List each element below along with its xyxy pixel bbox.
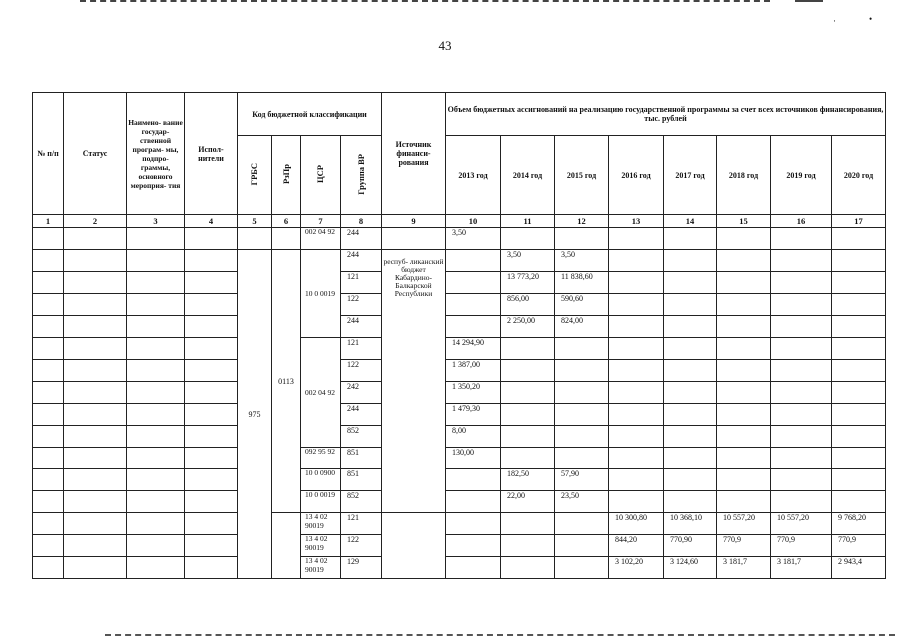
header-name: Наимено- вание государ- ственной програм- мы, подпро- граммы, основного мероприя- тия	[127, 93, 185, 215]
cell-vr: 121	[341, 272, 382, 294]
cell-v2015	[555, 426, 609, 448]
cell-v2013	[446, 491, 501, 513]
cell-v2019	[771, 469, 832, 491]
cell-executors	[185, 448, 238, 469]
cell-v2020	[832, 448, 886, 469]
cell-status	[64, 382, 127, 404]
cell-v2018	[717, 491, 771, 513]
cell-v2013	[446, 469, 501, 491]
cell-v2016	[609, 272, 664, 294]
cell-executors	[185, 404, 238, 426]
cell-v2015: 23,50	[555, 491, 609, 513]
header-year: 2016 год	[609, 136, 664, 215]
cell-v2020	[832, 250, 886, 272]
cell-csr: 002 04 92	[301, 228, 341, 250]
cell-v2019	[771, 228, 832, 250]
cell-v2018	[717, 360, 771, 382]
column-number: 10	[446, 215, 501, 228]
cell-status	[64, 272, 127, 294]
cell-v2017	[664, 316, 717, 338]
cell-v2019	[771, 272, 832, 294]
table-row	[33, 250, 886, 272]
cell-csr: 13 4 02 90019	[301, 557, 341, 579]
cell-csr: 10 0 0900	[301, 469, 341, 491]
cell-v2019	[771, 382, 832, 404]
cell-vr: 242	[341, 382, 382, 404]
cell-v2019	[771, 338, 832, 360]
cell-source: респуб- ликанский бюджет Кабардино- Балкарской Республики	[382, 250, 446, 513]
cell-v2017	[664, 338, 717, 360]
scan-speck: ·	[833, 16, 836, 26]
cell-v2016	[609, 469, 664, 491]
cell-v2015	[555, 557, 609, 579]
cell-v2014	[501, 338, 555, 360]
cell-status	[64, 228, 127, 250]
cell-v2013	[446, 250, 501, 272]
table-row	[33, 426, 886, 448]
cell-rzpr: 0113	[272, 250, 301, 513]
cell-executors	[185, 469, 238, 491]
cell-executors	[185, 338, 238, 360]
cell-name	[127, 491, 185, 513]
table-row	[33, 557, 886, 579]
cell-vr: 244	[341, 404, 382, 426]
column-number: 7	[301, 215, 341, 228]
cell-v2016	[609, 426, 664, 448]
column-number: 16	[771, 215, 832, 228]
cell-vr: 244	[341, 250, 382, 272]
cell-v2020	[832, 426, 886, 448]
cell-v2017	[664, 250, 717, 272]
cell-executors	[185, 294, 238, 316]
cell-name	[127, 360, 185, 382]
cell-v2017	[664, 228, 717, 250]
cell-num	[33, 294, 64, 316]
table-row	[33, 272, 886, 294]
cell-v2020	[832, 338, 886, 360]
cell-executors	[185, 513, 238, 535]
cell-name	[127, 338, 185, 360]
column-number: 6	[272, 215, 301, 228]
cell-v2018	[717, 382, 771, 404]
cell-name	[127, 382, 185, 404]
table-row	[33, 382, 886, 404]
table-row	[33, 535, 886, 557]
cell-v2013: 1 350,20	[446, 382, 501, 404]
cell-v2019: 10 557,20	[771, 513, 832, 535]
cell-status	[64, 250, 127, 272]
cell-executors	[185, 491, 238, 513]
cell-v2018	[717, 469, 771, 491]
cell-status	[64, 294, 127, 316]
column-number: 9	[382, 215, 446, 228]
cell-v2014	[501, 448, 555, 469]
table-row	[33, 294, 886, 316]
cell-v2018	[717, 294, 771, 316]
cell-num	[33, 557, 64, 579]
bottom-edge-line	[105, 634, 895, 638]
column-number: 8	[341, 215, 382, 228]
cell-num	[33, 469, 64, 491]
cell-csr: 002 04 92	[301, 338, 341, 448]
cell-num	[33, 250, 64, 272]
header-executors: Испол- нители	[185, 93, 238, 215]
cell-v2020	[832, 316, 886, 338]
cell-v2018	[717, 228, 771, 250]
cell-v2018	[717, 250, 771, 272]
cell-v2017	[664, 469, 717, 491]
cell-v2017: 770,90	[664, 535, 717, 557]
cell-v2016	[609, 491, 664, 513]
cell-v2016	[609, 294, 664, 316]
cell-vr: 121	[341, 338, 382, 360]
cell-v2018: 3 181,7	[717, 557, 771, 579]
cell-status	[64, 426, 127, 448]
cell-name	[127, 272, 185, 294]
cell-grbs: 975	[238, 250, 272, 579]
cell-num	[33, 404, 64, 426]
header-status: Статус	[64, 93, 127, 215]
cell-v2018	[717, 426, 771, 448]
cell-vr: 121	[341, 513, 382, 535]
cell-executors	[185, 228, 238, 250]
cell-v2015	[555, 404, 609, 426]
cell-executors	[185, 250, 238, 272]
cell-vr: 122	[341, 360, 382, 382]
cell-v2019	[771, 316, 832, 338]
cell-v2013: 1 387,00	[446, 360, 501, 382]
cell-v2020	[832, 360, 886, 382]
cell-v2015	[555, 228, 609, 250]
header-year: 2013 год	[446, 136, 501, 215]
cell-v2014	[501, 382, 555, 404]
cell-status	[64, 448, 127, 469]
page-number: 43	[438, 38, 452, 53]
cell-v2016	[609, 448, 664, 469]
cell-v2020	[832, 382, 886, 404]
header-source: Источник финанси- рования	[382, 93, 446, 215]
cell-v2014: 856,00	[501, 294, 555, 316]
table-row	[33, 448, 886, 469]
scan-speck: •	[869, 14, 873, 24]
cell-csr: 092 95 92	[301, 448, 341, 469]
cell-v2015	[555, 382, 609, 404]
header-year: 2019 год	[771, 136, 832, 215]
cell-v2016	[609, 360, 664, 382]
cell-v2018: 10 557,20	[717, 513, 771, 535]
cell-v2020	[832, 404, 886, 426]
cell-num	[33, 448, 64, 469]
cell-v2013: 14 294,90	[446, 338, 501, 360]
cell-executors	[185, 557, 238, 579]
cell-name	[127, 228, 185, 250]
cell-v2016: 844,20	[609, 535, 664, 557]
cell-v2016	[609, 382, 664, 404]
cell-status	[64, 316, 127, 338]
cell-v2017	[664, 491, 717, 513]
cell-v2013	[446, 294, 501, 316]
cell-source-blank	[382, 513, 446, 579]
cell-v2020	[832, 228, 886, 250]
cell-vr: 122	[341, 535, 382, 557]
cell-status	[64, 404, 127, 426]
cell-num	[33, 316, 64, 338]
cell-v2016	[609, 228, 664, 250]
cell-name	[127, 404, 185, 426]
cell-status	[64, 338, 127, 360]
cell-v2013	[446, 316, 501, 338]
budget-table	[32, 92, 886, 579]
cell-v2014: 2 250,00	[501, 316, 555, 338]
cell-v2018: 770,9	[717, 535, 771, 557]
cell-v2017	[664, 382, 717, 404]
column-number: 2	[64, 215, 127, 228]
header-vr-group: Группа ВР	[341, 136, 382, 215]
cell-executors	[185, 382, 238, 404]
cell-v2013	[446, 272, 501, 294]
header-year: 2018 год	[717, 136, 771, 215]
cell-num	[33, 426, 64, 448]
cell-num	[33, 382, 64, 404]
cell-v2015: 824,00	[555, 316, 609, 338]
cell-v2017	[664, 426, 717, 448]
cell-executors	[185, 360, 238, 382]
cell-v2019: 770,9	[771, 535, 832, 557]
cell-num	[33, 228, 64, 250]
cell-v2020	[832, 272, 886, 294]
cell-v2019	[771, 360, 832, 382]
cell-v2017: 10 368,10	[664, 513, 717, 535]
cell-num	[33, 272, 64, 294]
cell-vr: 852	[341, 426, 382, 448]
cell-v2015: 57,90	[555, 469, 609, 491]
table-row	[33, 404, 886, 426]
cell-num	[33, 535, 64, 557]
cell-name	[127, 250, 185, 272]
column-number: 5	[238, 215, 272, 228]
cell-name	[127, 513, 185, 535]
cell-csr: 10 0 0019	[301, 491, 341, 513]
cell-v2020	[832, 294, 886, 316]
cell-v2018	[717, 338, 771, 360]
cell-v2018	[717, 404, 771, 426]
cell-csr: 13 4 02 90019	[301, 513, 341, 535]
cell-v2015	[555, 360, 609, 382]
cell-v2014: 13 773,20	[501, 272, 555, 294]
cell-v2013	[446, 557, 501, 579]
cell-v2013	[446, 535, 501, 557]
header-num: № п/п	[33, 93, 64, 215]
column-number: 14	[664, 215, 717, 228]
cell-rzpr-blank	[272, 513, 301, 579]
table-row	[33, 360, 886, 382]
cell-v2020: 2 943,4	[832, 557, 886, 579]
cell-vr: 851	[341, 469, 382, 491]
cell-v2014	[501, 228, 555, 250]
cell-num	[33, 338, 64, 360]
cell-v2017	[664, 404, 717, 426]
column-number: 13	[609, 215, 664, 228]
table-row	[33, 491, 886, 513]
cell-v2018	[717, 272, 771, 294]
cell-v2015	[555, 535, 609, 557]
cell-v2017	[664, 272, 717, 294]
cell-v2015: 11 838,60	[555, 272, 609, 294]
cell-name	[127, 426, 185, 448]
cell-v2016	[609, 316, 664, 338]
cell-status	[64, 535, 127, 557]
cell-vr: 852	[341, 491, 382, 513]
cell-v2015: 590,60	[555, 294, 609, 316]
cell-executors	[185, 272, 238, 294]
cell-name	[127, 294, 185, 316]
cell-num	[33, 513, 64, 535]
table-row	[33, 513, 886, 535]
header-volume: Объем бюджетных ассигнований на реализацию государственной программы за счет всех источников финансирования, тыс. рублей	[446, 93, 886, 136]
cell-csr: 13 4 02 90019	[301, 535, 341, 557]
cell-vr: 129	[341, 557, 382, 579]
cell-status	[64, 557, 127, 579]
cell-v2018	[717, 316, 771, 338]
cell-source-blank	[382, 228, 446, 250]
header-budget-code: Код бюджетной классификации	[238, 93, 382, 136]
cell-v2013	[446, 513, 501, 535]
cell-vr: 851	[341, 448, 382, 469]
cell-v2019	[771, 404, 832, 426]
column-number: 4	[185, 215, 238, 228]
column-number: 11	[501, 215, 555, 228]
cell-v2019: 3 181,7	[771, 557, 832, 579]
top-edge-line	[80, 0, 770, 4]
cell-csr: 10 0 0019	[301, 250, 341, 338]
table-row	[33, 316, 886, 338]
table-row	[33, 469, 886, 491]
cell-v2013: 1 479,30	[446, 404, 501, 426]
cell-rzpr-blank	[272, 228, 301, 250]
cell-name	[127, 448, 185, 469]
cell-vr: 244	[341, 228, 382, 250]
cell-v2014: 22,00	[501, 491, 555, 513]
cell-vr: 122	[341, 294, 382, 316]
cell-v2014	[501, 360, 555, 382]
cell-v2017: 3 124,60	[664, 557, 717, 579]
cell-num	[33, 360, 64, 382]
cell-executors	[185, 535, 238, 557]
cell-status	[64, 469, 127, 491]
cell-v2020	[832, 469, 886, 491]
column-number: 17	[832, 215, 886, 228]
column-number: 1	[33, 215, 64, 228]
column-number-row	[33, 215, 886, 228]
header-csr: ЦСР	[301, 136, 341, 215]
cell-name	[127, 316, 185, 338]
column-number: 15	[717, 215, 771, 228]
cell-v2019	[771, 294, 832, 316]
header-year: 2020 год	[832, 136, 886, 215]
cell-v2013: 130,00	[446, 448, 501, 469]
cell-status	[64, 491, 127, 513]
cell-name	[127, 469, 185, 491]
cell-v2018	[717, 448, 771, 469]
cell-grbs-blank	[238, 228, 272, 250]
cell-num	[33, 491, 64, 513]
cell-v2017	[664, 294, 717, 316]
cell-v2017	[664, 448, 717, 469]
cell-v2016: 3 102,20	[609, 557, 664, 579]
cell-v2014	[501, 513, 555, 535]
top-edge-mark	[795, 0, 823, 2]
header-year: 2014 год	[501, 136, 555, 215]
cell-v2016	[609, 250, 664, 272]
cell-v2020	[832, 491, 886, 513]
cell-executors	[185, 316, 238, 338]
cell-name	[127, 535, 185, 557]
cell-v2019	[771, 250, 832, 272]
header-year: 2015 год	[555, 136, 609, 215]
cell-v2020: 770,9	[832, 535, 886, 557]
cell-v2015: 3,50	[555, 250, 609, 272]
table-row	[33, 338, 886, 360]
cell-v2014: 3,50	[501, 250, 555, 272]
cell-v2015	[555, 448, 609, 469]
cell-v2019	[771, 448, 832, 469]
cell-executors	[185, 426, 238, 448]
cell-v2016: 10 300,80	[609, 513, 664, 535]
cell-v2016	[609, 404, 664, 426]
cell-v2014: 182,50	[501, 469, 555, 491]
cell-status	[64, 360, 127, 382]
cell-v2015	[555, 513, 609, 535]
cell-v2014	[501, 557, 555, 579]
column-number: 12	[555, 215, 609, 228]
cell-name	[127, 557, 185, 579]
cell-v2019	[771, 426, 832, 448]
cell-v2014	[501, 404, 555, 426]
header-year: 2017 год	[664, 136, 717, 215]
header-grbs: ГРБС	[238, 136, 272, 215]
cell-v2015	[555, 338, 609, 360]
cell-v2017	[664, 360, 717, 382]
column-number: 3	[127, 215, 185, 228]
cell-v2020: 9 768,20	[832, 513, 886, 535]
cell-v2013: 8,00	[446, 426, 501, 448]
cell-v2014	[501, 426, 555, 448]
cell-v2014	[501, 535, 555, 557]
cell-v2016	[609, 338, 664, 360]
cell-v2019	[771, 491, 832, 513]
cell-status	[64, 513, 127, 535]
table-row	[33, 228, 886, 250]
cell-vr: 244	[341, 316, 382, 338]
header-rzpr: РзПр	[272, 136, 301, 215]
cell-v2013: 3,50	[446, 228, 501, 250]
